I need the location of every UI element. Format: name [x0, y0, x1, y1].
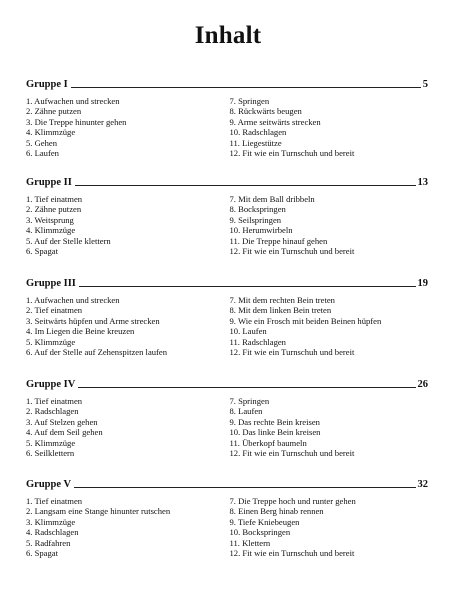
- exercise-item: 4. Radschlagen: [26, 527, 79, 538]
- exercise-item: 4. Auf dem Seil gehen: [26, 427, 103, 438]
- exercise-list-right: [230, 96, 429, 158]
- exercise-item: 4. Im Liegen die Beine kreuzen: [26, 326, 135, 337]
- group-name: Gruppe I: [26, 79, 68, 90]
- exercise-item: 9. Seilspringen: [229, 214, 282, 225]
- exercise-item: 5. Klimmzüge: [26, 336, 76, 347]
- exercise-item: 9. Tiefe Kniebeugen: [229, 516, 300, 527]
- exercise-item: 11. Die Treppe hinauf gehen: [229, 235, 328, 246]
- exercise-list-right: [230, 496, 429, 558]
- group-page-number: 26: [417, 379, 428, 390]
- exercise-item: 11. Überkopf baumeln: [229, 437, 307, 448]
- exercise-item: 7. Mit dem Ball dribbeln: [229, 194, 315, 204]
- exercise-item: 7. Mit dem rechten Bein treten: [229, 295, 335, 305]
- exercise-item: 8. Mit dem linken Bein treten: [229, 305, 332, 316]
- exercise-item: 3. Klimmzüge: [26, 516, 76, 527]
- exercise-item: 2. Zähne putzen: [26, 204, 82, 215]
- exercise-item: 3. Auf Stelzen gehen: [26, 416, 98, 427]
- group-name: Gruppe IV: [26, 379, 76, 390]
- exercise-item: 1. Aufwachen und strecken: [26, 96, 120, 106]
- exercise-item: 6. Seilklettern: [26, 448, 75, 459]
- exercise-item: 10. Laufen: [229, 326, 267, 337]
- leader-line: [74, 487, 415, 488]
- exercise-item: 1. Tief einatmen: [26, 496, 83, 506]
- group-name: Gruppe V: [26, 479, 72, 490]
- exercise-item: 12. Fit wie ein Turnschuh und bereit: [229, 548, 355, 559]
- exercise-item: 7. Springen: [229, 96, 270, 106]
- exercise-item: 1. Aufwachen und strecken: [26, 295, 120, 305]
- exercise-columns: [26, 194, 428, 256]
- group-heading: [26, 174, 428, 188]
- exercise-item: 12. Fit wie ein Turnschuh und bereit: [229, 347, 355, 358]
- exercise-item: 12. Fit wie ein Turnschuh und bereit: [229, 448, 355, 459]
- page-title: Inhalt: [194, 22, 262, 49]
- exercise-item: 10. Das linke Bein kreisen: [229, 427, 321, 438]
- exercise-list-left: [26, 396, 225, 458]
- exercise-item: 5. Klimmzüge: [26, 437, 76, 448]
- exercise-item: 2. Radschlagen: [26, 406, 79, 417]
- group-name: Gruppe II: [26, 177, 72, 188]
- group-page-number: 13: [417, 177, 428, 188]
- exercise-item: 6. Spagat: [26, 548, 58, 559]
- exercise-columns: [26, 496, 428, 558]
- exercise-item: 5. Gehen: [26, 137, 58, 148]
- exercise-item: 11. Liegestütze: [229, 137, 282, 148]
- group-name: Gruppe III: [26, 278, 76, 289]
- exercise-list-left: [26, 295, 225, 357]
- exercise-item: 5. Auf der Stelle klettern: [26, 235, 111, 246]
- leader-line: [71, 87, 421, 88]
- exercise-list-right: [230, 194, 429, 256]
- exercise-item: 11. Klettern: [229, 537, 271, 548]
- exercise-item: 10. Herumwirbeln: [229, 225, 293, 236]
- exercise-item: 12. Fit wie ein Turnschuh und bereit: [229, 246, 355, 257]
- exercise-item: 10. Radschlagen: [229, 127, 287, 138]
- exercise-item: 11. Radschlagen: [229, 336, 286, 347]
- exercise-item: 1. Tief einatmen: [26, 194, 83, 204]
- exercise-columns: [26, 96, 428, 158]
- exercise-item: 8. Bockspringen: [229, 204, 286, 215]
- group-page-number: 5: [422, 79, 428, 90]
- exercise-item: 2. Langsam eine Stange hinunter rutschen: [26, 506, 171, 517]
- leader-line: [75, 185, 416, 186]
- exercise-item: 10. Bockspringen: [229, 527, 291, 538]
- exercise-item: 2. Zähne putzen: [26, 106, 82, 117]
- group-heading: [26, 275, 428, 289]
- group-page-number: 19: [417, 278, 428, 289]
- group-section: [26, 174, 428, 256]
- exercise-item: 7. Springen: [229, 396, 270, 406]
- exercise-item: 9. Das rechte Bein kreisen: [229, 416, 320, 427]
- exercise-item: 5. Radfahren: [26, 537, 71, 548]
- exercise-list-left: [26, 496, 225, 558]
- exercise-item: 3. Seitwärts hüpfen und Arme strecken: [26, 315, 160, 326]
- exercise-item: 6. Spagat: [26, 246, 58, 257]
- exercise-item: 4. Klimmzüge: [26, 127, 76, 138]
- group-section: [26, 275, 428, 357]
- exercise-columns: [26, 396, 428, 458]
- exercise-list-left: [26, 194, 225, 256]
- exercise-list-right: [230, 295, 429, 357]
- leader-line: [78, 387, 415, 388]
- group-section: [26, 76, 428, 158]
- exercise-item: 3. Die Treppe hinunter gehen: [26, 116, 127, 127]
- exercise-item: 6. Auf der Stelle auf Zehenspitzen laufen: [26, 347, 168, 358]
- exercise-item: 6. Laufen: [26, 148, 59, 159]
- group-heading: [26, 76, 428, 90]
- exercise-item: 8. Laufen: [229, 406, 263, 417]
- exercise-item: 9. Arme seitwärts strecken: [229, 116, 321, 127]
- exercise-item: 2. Tief einatmen: [26, 305, 83, 316]
- exercise-item: 9. Wie ein Frosch mit beiden Beinen hüpfen: [229, 315, 382, 326]
- group-section: [26, 376, 428, 458]
- exercise-item: 3. Weitsprung: [26, 214, 74, 225]
- group-heading: [26, 476, 428, 490]
- group-heading: [26, 376, 428, 390]
- exercise-item: 8. Rückwärts beugen: [229, 106, 302, 117]
- exercise-item: 8. Einen Berg hinab rennen: [229, 506, 324, 517]
- leader-line: [79, 286, 416, 287]
- exercise-list-left: [26, 96, 225, 158]
- exercise-item: 1. Tief einatmen: [26, 396, 83, 406]
- exercise-item: 7. Die Treppe hoch und runter gehen: [229, 496, 356, 506]
- exercise-columns: [26, 295, 428, 357]
- exercise-list-right: [230, 396, 429, 458]
- exercise-item: 4. Klimmzüge: [26, 225, 76, 236]
- group-section: [26, 476, 428, 558]
- exercise-item: 12. Fit wie ein Turnschuh und bereit: [229, 148, 355, 159]
- group-page-number: 32: [417, 479, 428, 490]
